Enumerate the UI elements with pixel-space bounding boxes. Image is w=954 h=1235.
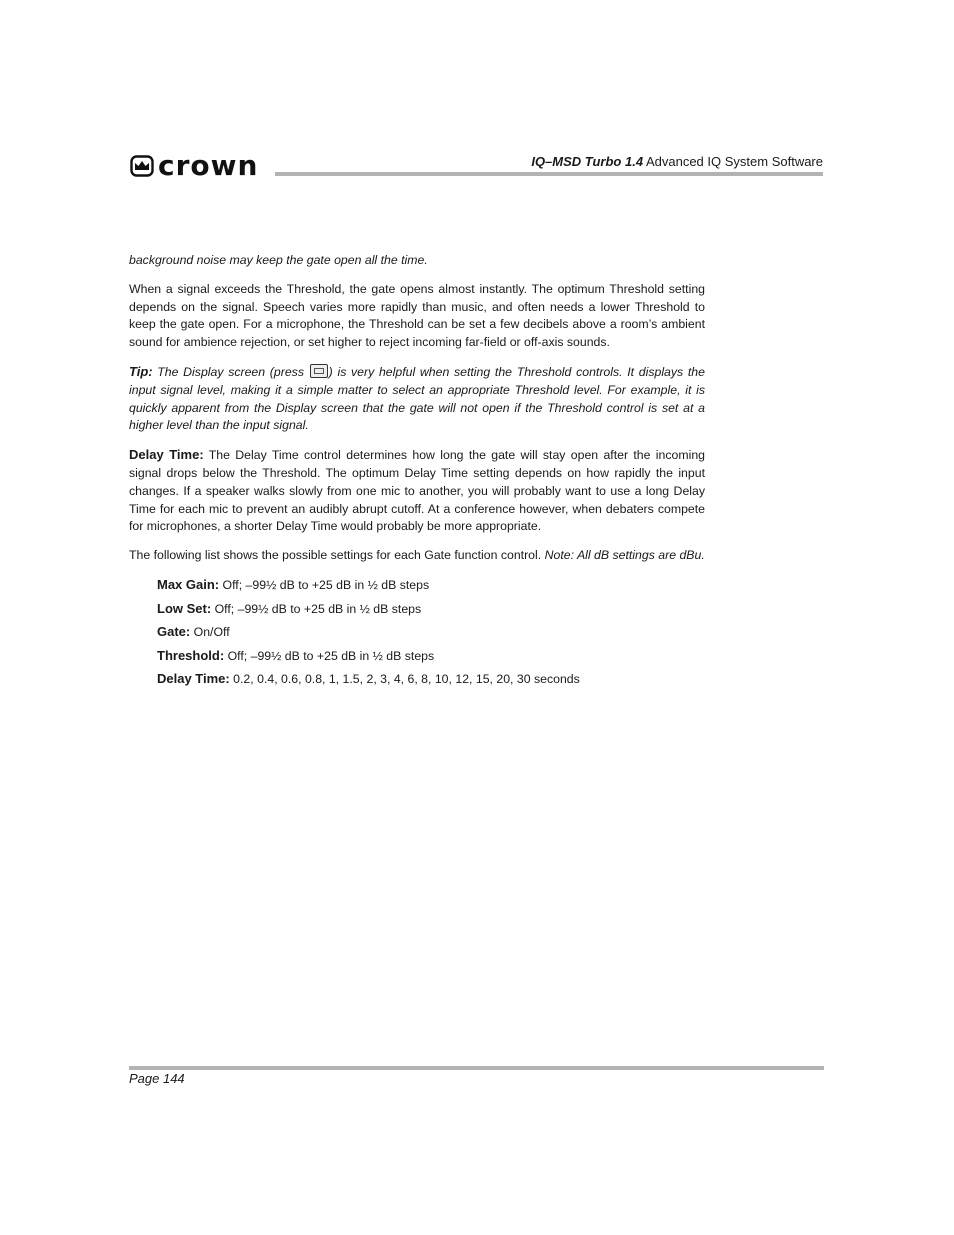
header-rule [275, 172, 823, 176]
setting-label: Threshold: [157, 647, 225, 663]
setting-gate [157, 623, 705, 641]
list-intro: The following list shows the possible settings for each Gate function control. [129, 548, 542, 563]
setting-value: On/Off [193, 625, 230, 640]
delay-time-paragraph [129, 446, 705, 536]
setting-low-set [157, 600, 705, 618]
logo-wordmark: crown [158, 149, 259, 182]
product-name: IQ–MSD Turbo 1.4 [531, 154, 644, 169]
setting-label: Delay Time: [157, 671, 230, 687]
delay-time-text: The Delay Time control determines how long the gate will stay open after the incoming signal drops below the Threshold. The optimum Delay Time setting depends on how rapidly the input changes. If a speaker walks slowly from one mic to another, you will probably want to use a long Delay Time for each mic to prevent an audibly abrupt cutoff. At a conference however, when debaters compete for microphones, a shorter Delay Time would probably be more appropriate. [129, 448, 706, 534]
setting-value: Off; –99½ dB to +25 dB in ½ dB steps [222, 577, 430, 592]
product-subtitle: Advanced IQ System Software [645, 154, 823, 169]
setting-threshold [157, 647, 705, 665]
tip-text-before: The Display screen (press [157, 364, 304, 379]
setting-label: Max Gain: [157, 576, 220, 592]
paragraph-gate-noise: background noise may keep the gate open all the time. [129, 253, 428, 267]
list-note: Note: All dB settings are dBu. [544, 548, 705, 563]
setting-value: 0.2, 0.4, 0.6, 0.8, 1, 1.5, 2, 3, 4, 6, 8, 10, 12, 15, 20, 30 seconds [233, 672, 580, 687]
setting-max-gain [157, 576, 705, 594]
header-title [531, 154, 823, 169]
tip-text-after: ) is very helpful when setting the Threshold controls. It displays the input signal level, making it a simple matter to select an appropriate Threshold level. For example, it is quickly apparent from the Display screen that the gate will not open if the Threshold control is set at a higher level than the input signal. [129, 364, 705, 433]
delay-time-label: Delay Time: [129, 447, 204, 463]
paragraph-threshold: When a signal exceeds the Threshold, the gate opens almost instantly. The optimum Threshold setting depends on the signal. Speech varies more rapidly than music, and often needs a lower Threshold to keep the gate open. For a microphone, the Threshold can be set a few decibels above a room’s ambient sound for ambience rejection, or set higher to reject incoming far-field or off-axis sounds. [129, 281, 705, 350]
tip-label: Tip: [129, 363, 153, 379]
setting-label: Low Set: [157, 600, 212, 616]
list-intro-paragraph [129, 547, 705, 565]
setting-delay-time [157, 670, 705, 688]
setting-label: Gate: [157, 624, 191, 640]
crown-logo [130, 149, 259, 182]
page-content [129, 252, 705, 694]
setting-value: Off; –99½ dB to +25 dB in ½ dB steps [227, 648, 435, 663]
page-number: Page 144 [129, 1071, 185, 1086]
crown-icon [130, 155, 154, 177]
setting-value: Off; –99½ dB to +25 dB in ½ dB steps [214, 601, 422, 616]
gate-settings-list [157, 576, 705, 688]
display-key-icon [310, 364, 328, 378]
tip-paragraph [129, 363, 705, 435]
footer-rule [129, 1066, 824, 1070]
